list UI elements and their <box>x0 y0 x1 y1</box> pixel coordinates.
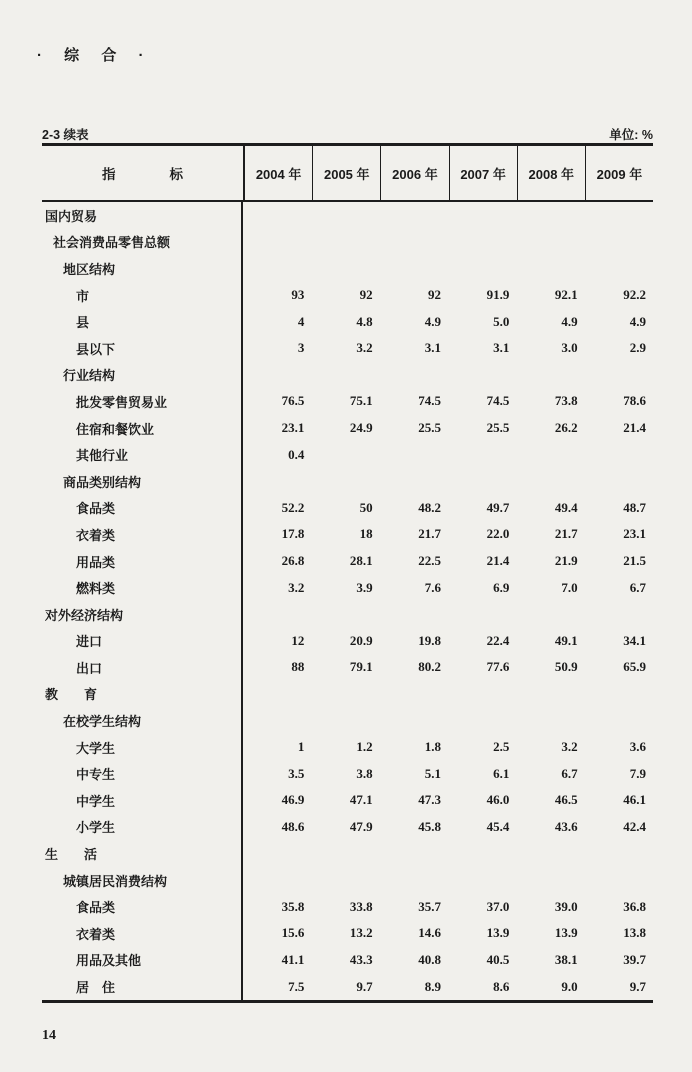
row-label: 食品类 <box>42 495 243 522</box>
cell-value: 22.4 <box>486 632 510 648</box>
cell-value: 65.9 <box>623 659 646 675</box>
year-column-header: 2004 年 <box>245 146 313 200</box>
cell-value: 46.5 <box>554 792 578 808</box>
statistics-table <box>42 143 653 1003</box>
cell-value: 92.1 <box>554 287 578 303</box>
cell-value: 73.8 <box>554 393 578 409</box>
cell-value: 22.5 <box>418 553 441 569</box>
cell-value: 46.9 <box>281 792 305 808</box>
table-row <box>42 787 653 814</box>
cell-value: 43.6 <box>554 818 578 834</box>
cell-value: 46.1 <box>623 792 646 808</box>
table-row <box>42 548 653 575</box>
cell-value: 15.6 <box>281 925 305 941</box>
cell-value: 2.5 <box>493 739 510 755</box>
cell-value: 92.2 <box>623 287 646 303</box>
year-column-header: 2006 年 <box>381 146 449 200</box>
cell-value: 52.2 <box>281 499 305 515</box>
table-row <box>42 335 653 362</box>
cell-value: 9.7 <box>629 978 646 994</box>
cell-value: 4.9 <box>629 313 646 329</box>
cell-value: 80.2 <box>418 659 441 675</box>
cell-value: 76.5 <box>281 393 305 409</box>
cell-value: 21.7 <box>418 526 441 542</box>
row-label: 城镇居民消费结构 <box>42 867 243 894</box>
cell-value: 45.4 <box>486 818 510 834</box>
row-label: 衣着类 <box>42 920 243 947</box>
cell-value: 12 <box>291 632 305 648</box>
cell-value: 39.0 <box>554 898 578 914</box>
cell-value: 14.6 <box>418 925 441 941</box>
cell-value: 4.9 <box>561 313 578 329</box>
cell-value: 7.6 <box>424 579 441 595</box>
cell-value: 78.6 <box>623 393 646 409</box>
cell-value: 49.1 <box>554 632 578 648</box>
year-column-header: 2008 年 <box>518 146 586 200</box>
cell-value: 35.8 <box>281 898 305 914</box>
table-row <box>42 308 653 335</box>
cell-value: 3.1 <box>424 340 441 356</box>
cell-value: 77.6 <box>486 659 510 675</box>
row-label: 用品及其他 <box>42 947 243 974</box>
row-label: 批发零售贸易业 <box>42 388 243 415</box>
table-row <box>42 947 653 974</box>
table-meta-row <box>42 125 653 143</box>
row-label: 国内贸易 <box>42 202 243 229</box>
row-label: 县以下 <box>42 335 243 362</box>
cell-value: 25.5 <box>486 420 510 436</box>
cell-value: 39.7 <box>623 951 646 967</box>
table-row <box>42 893 653 920</box>
cell-value: 49.7 <box>486 499 510 515</box>
cell-value: 9.7 <box>356 978 373 994</box>
cell-value: 92 <box>359 287 373 303</box>
table-row <box>42 202 653 229</box>
cell-value: 6.1 <box>493 765 510 781</box>
row-label: 衣着类 <box>42 521 243 548</box>
cell-value: 74.5 <box>486 393 510 409</box>
row-label: 县 <box>42 308 243 335</box>
page-number: 14 <box>42 1028 56 1043</box>
cell-value: 88 <box>291 659 305 675</box>
cell-value: 34.1 <box>623 632 646 648</box>
row-label: 商品类别结构 <box>42 468 243 495</box>
year-column-header: 2009 年 <box>596 166 643 182</box>
cell-value: 3.6 <box>629 739 646 755</box>
cell-value: 3.9 <box>356 579 373 595</box>
row-label: 中学生 <box>42 787 243 814</box>
cell-value: 79.1 <box>349 659 373 675</box>
cell-value: 23.1 <box>623 526 646 542</box>
cell-value: 25.5 <box>418 420 441 436</box>
cell-value: 33.8 <box>349 898 373 914</box>
table-row <box>42 654 653 681</box>
table-row <box>42 707 653 734</box>
cell-value: 47.1 <box>349 792 373 808</box>
cell-value: 2.9 <box>629 340 646 356</box>
cell-value: 28.1 <box>349 553 373 569</box>
cell-value: 23.1 <box>281 420 305 436</box>
cell-value: 9.0 <box>561 978 578 994</box>
cell-value: 91.9 <box>486 287 510 303</box>
table-row <box>42 388 653 415</box>
cell-value: 50 <box>359 499 373 515</box>
table-row <box>42 495 653 522</box>
row-label: 教 育 <box>42 681 243 708</box>
table-row <box>42 468 653 495</box>
cell-value: 13.9 <box>554 925 578 941</box>
cell-value: 21.5 <box>623 553 646 569</box>
cell-value: 0.4 <box>288 446 305 462</box>
table-row <box>42 760 653 787</box>
cell-value: 50.9 <box>554 659 578 675</box>
year-column-header: 2005 年 <box>313 146 381 200</box>
cell-value: 5.0 <box>493 313 510 329</box>
table-row <box>42 574 653 601</box>
table-row <box>42 415 653 442</box>
cell-value: 21.4 <box>486 553 510 569</box>
cell-value: 48.2 <box>418 499 441 515</box>
table-row <box>42 973 653 1000</box>
row-label: 住宿和餐饮业 <box>42 415 243 442</box>
cell-value: 5.1 <box>424 765 441 781</box>
cell-value: 49.4 <box>554 499 578 515</box>
row-label: 中专生 <box>42 760 243 787</box>
table-row <box>42 362 653 389</box>
cell-value: 21.9 <box>554 553 578 569</box>
table-header-row <box>42 146 653 202</box>
cell-value: 3 <box>297 340 305 356</box>
cell-value: 13.9 <box>486 925 510 941</box>
cell-value: 41.1 <box>281 951 305 967</box>
cell-value: 7.9 <box>629 765 646 781</box>
table-row <box>42 681 653 708</box>
table-row <box>42 867 653 894</box>
row-label: 在校学生结构 <box>42 707 243 734</box>
cell-value: 13.2 <box>349 925 373 941</box>
row-label: 小学生 <box>42 814 243 841</box>
cell-value: 1.8 <box>424 739 441 755</box>
indicator-column-header: 指 标 <box>42 146 245 200</box>
table-row <box>42 734 653 761</box>
cell-value: 3.1 <box>493 340 510 356</box>
row-label: 进口 <box>42 628 243 655</box>
cell-value: 21.4 <box>623 420 646 436</box>
cell-value: 38.1 <box>554 951 578 967</box>
cell-value: 47.9 <box>349 818 373 834</box>
cell-value: 48.7 <box>623 499 646 515</box>
cell-value: 47.3 <box>418 792 441 808</box>
table-row <box>42 282 653 309</box>
cell-value: 6.9 <box>493 579 510 595</box>
cell-value: 13.8 <box>623 925 646 941</box>
year-column-header: 2007 年 <box>450 146 518 200</box>
table-row <box>42 441 653 468</box>
cell-value: 3.5 <box>288 765 305 781</box>
table-row <box>42 229 653 256</box>
cell-value: 7.0 <box>561 579 578 595</box>
cell-value: 4.9 <box>424 313 441 329</box>
cell-value: 35.7 <box>418 898 441 914</box>
table-row <box>42 840 653 867</box>
cell-value: 24.9 <box>349 420 373 436</box>
cell-value: 22.0 <box>486 526 510 542</box>
cell-value: 45.8 <box>418 818 441 834</box>
cell-value: 7.5 <box>288 978 305 994</box>
cell-value: 36.8 <box>623 898 646 914</box>
table-row <box>42 920 653 947</box>
cell-value: 74.5 <box>418 393 441 409</box>
cell-value: 3.8 <box>356 765 373 781</box>
row-label: 其他行业 <box>42 441 243 468</box>
cell-value: 6.7 <box>561 765 578 781</box>
table-row <box>42 628 653 655</box>
cell-value: 4 <box>297 313 305 329</box>
cell-value: 42.4 <box>623 818 646 834</box>
cell-value: 17.8 <box>281 526 305 542</box>
cell-value: 19.8 <box>418 632 441 648</box>
cell-value: 8.9 <box>424 978 441 994</box>
row-label: 生 活 <box>42 840 243 867</box>
table-row <box>42 814 653 841</box>
cell-value: 93 <box>291 287 305 303</box>
cell-value: 4.8 <box>356 313 373 329</box>
row-label: 行业结构 <box>42 362 243 389</box>
unit-label: 单位: % <box>609 128 653 142</box>
table-body <box>42 202 653 1000</box>
row-label: 食品类 <box>42 893 243 920</box>
cell-value: 92 <box>427 287 441 303</box>
section-header: · 综 合 · <box>37 47 153 64</box>
cell-value: 21.7 <box>554 526 578 542</box>
row-label: 大学生 <box>42 734 243 761</box>
cell-value: 6.7 <box>629 579 646 595</box>
cell-value: 46.0 <box>486 792 510 808</box>
row-label: 对外经济结构 <box>42 601 243 628</box>
cell-value: 3.2 <box>561 739 578 755</box>
cell-value: 18 <box>359 526 373 542</box>
row-label: 燃料类 <box>42 574 243 601</box>
cell-value: 26.8 <box>281 553 305 569</box>
cell-value: 37.0 <box>486 898 510 914</box>
cell-value: 48.6 <box>281 818 305 834</box>
cell-value: 1.2 <box>356 739 373 755</box>
row-label: 用品类 <box>42 548 243 575</box>
row-label: 居 住 <box>42 973 243 1000</box>
cell-value: 43.3 <box>349 951 373 967</box>
cell-value: 20.9 <box>349 632 373 648</box>
cell-value: 1 <box>297 739 305 755</box>
cell-value: 40.8 <box>418 951 441 967</box>
row-label: 出口 <box>42 654 243 681</box>
cell-value: 26.2 <box>554 420 578 436</box>
cell-value: 3.2 <box>356 340 373 356</box>
table-row <box>42 255 653 282</box>
cell-value: 75.1 <box>349 393 373 409</box>
table-caption: 2-3 续表 <box>42 128 89 142</box>
cell-value: 3.0 <box>561 340 578 356</box>
row-label: 地区结构 <box>42 255 243 282</box>
row-label: 市 <box>42 282 243 309</box>
cell-value: 40.5 <box>486 951 510 967</box>
table-row <box>42 601 653 628</box>
cell-value: 8.6 <box>493 978 510 994</box>
cell-value: 3.2 <box>288 579 305 595</box>
row-label: 社会消费品零售总额 <box>42 229 243 256</box>
table-row <box>42 521 653 548</box>
